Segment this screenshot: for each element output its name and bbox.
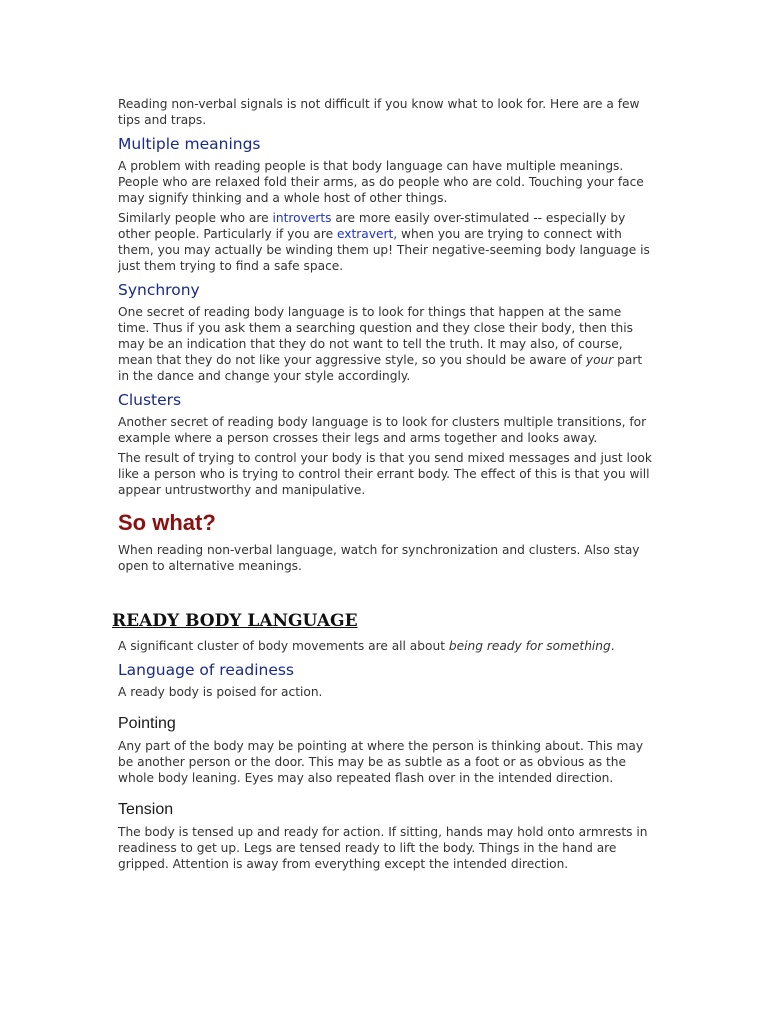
emphasis-your: your — [585, 353, 614, 367]
heading-so-what: So what? — [118, 510, 216, 535]
heading-multiple-meanings: Multiple meanings — [118, 135, 261, 153]
clusters-paragraph-1: Another secret of reading body language is to look for clusters multiple transitions, for example where a person crosses their legs and arms together and looks away. — [118, 415, 647, 445]
text-span: One secret of reading body language is to look for things that happen at the same time. Thus if you ask them a searching question and they close their body, then this may be an indication that they do not want to tell the truth. It may also, of course, mean that they do not like your aggressive style, so you should be aware of — [118, 305, 633, 367]
text-span: part in the dance and change your style accordingly. — [118, 353, 643, 383]
heading-synchrony: Synchrony — [118, 281, 200, 299]
ready-intro-paragraph — [118, 638, 653, 654]
clusters-paragraph-2: The result of trying to control your body is that you send mixed messages and just look like a person who is trying to control their errant body. The effect of this is that you will appear untrustworthy and manipulative. — [118, 451, 652, 497]
tension-paragraph: The body is tensed up and ready for action. If sitting, hands may hold onto armrests in readiness to get up. Legs are tensed ready to lift the body. Things in the hand are gripped. Attention is away from everything except the intended direction. — [118, 825, 648, 871]
emphasis-being-ready: being ready for something — [448, 639, 611, 653]
so-what-paragraph: When reading non-verbal language, watch for synchronization and clusters. Also stay open to alternative meanings. — [118, 543, 640, 573]
pointing-paragraph: Any part of the body may be pointing at where the person is thinking about. This may be another person or the door. This may be as subtle as a foot or as obvious as the whole body leaning. Eyes may also repeated flash over in the intended direction. — [118, 739, 644, 785]
text-span: are more easily over-stimulated -- especially by other people. Particularly if you are — [118, 211, 626, 241]
intro-paragraph: Reading non-verbal signals is not difficult if you know what to look for. Here are a few tips and traps. — [118, 97, 640, 127]
text-span: A significant cluster of body movements are all about — [118, 639, 449, 653]
multiple-meanings-paragraph-2 — [118, 210, 653, 274]
heading-language-of-readiness: Language of readiness — [118, 661, 295, 679]
heading-clusters: Clusters — [118, 391, 182, 409]
text-span: , when you are trying to connect with them, you may actually be winding them up! Their negative-seeming body language is just them trying to find a safe space. — [118, 227, 650, 273]
document-content — [112, 96, 653, 872]
heading-pointing: Pointing — [118, 715, 176, 732]
text-span: . — [610, 639, 615, 653]
synchrony-paragraph — [118, 304, 653, 384]
heading-tension: Tension — [118, 801, 174, 818]
language-of-readiness-paragraph: A ready body is poised for action. — [118, 685, 323, 699]
extravert-link[interactable]: extravert — [337, 227, 394, 241]
multiple-meanings-paragraph-1: A problem with reading people is that body language can have multiple meanings. People who are relaxed fold their arms, as do people who are cold. Touching your face may signify thinking and a whole host of other things. — [118, 159, 644, 205]
section-title-ready-body-language: READY BODY LANGUAGE — [112, 611, 358, 631]
text-span: Similarly people who are — [118, 211, 273, 225]
introverts-link[interactable]: introverts — [272, 211, 332, 225]
